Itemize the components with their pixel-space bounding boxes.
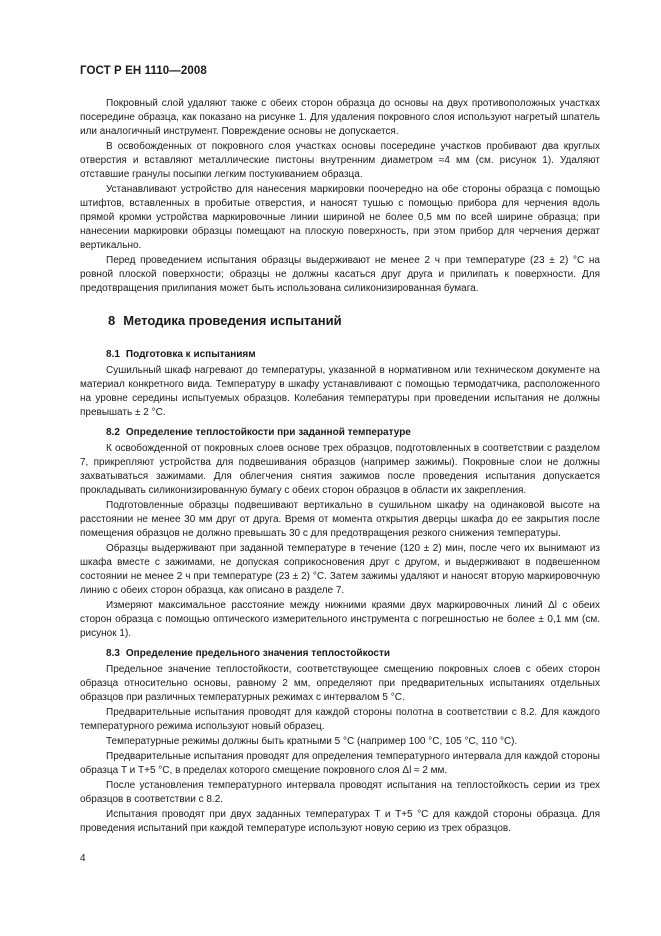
subsection-heading	[106, 426, 600, 440]
subsection-title: Подготовка к испытаниям	[125, 349, 256, 360]
paragraph: Сушильный шкаф нагревают до температуры, указанной в нормативном или техническом документе на материал конкретного вида. Температуру в шкафу устанавливают с помощью термодатчика, расположенного на уровне середины испытуемых образцов. Колебания температуры при проведении испытания не должны превышать ± 2 °С.	[80, 365, 600, 418]
paragraph: Испытания проводят при двух заданных температурах T и T+5 °С для каждой стороны образца. Для проведения испытаний при каждой температуре используют новую серию из трех образцов.	[80, 809, 600, 834]
section-heading	[108, 314, 600, 328]
paragraph: В освобожденных от покровного слоя участках основы посередине участков пробивают два круглых отверстия и вставляют металлические пистоны внутренним диаметром ≈4 мм (см. рисунок 1). Удаляют отставшие гранулы посыпки легким постукиванием образца.	[80, 141, 600, 180]
subsection-number: 8.3	[106, 648, 120, 659]
subsection-heading	[106, 647, 600, 661]
paragraph: Измеряют максимальное расстояние между нижними краями двух маркировочных линий Δl с обеих сторон образца с помощью оптического измерительного инструмента с погрешностью не более ± 0,1 мм (см. рисунок 1).	[80, 600, 600, 639]
subsection-title: Определение предельного значения теплостойкости	[125, 648, 391, 659]
section-title: Методика проведения испытаний	[123, 313, 342, 328]
paragraph: Предварительные испытания проводят для определения температурного интервала для каждой стороны образца T и T+5 °С, в пределах которого смещение покровного слоя Δl ≈ 2 мм.	[80, 751, 600, 776]
paragraph: Предварительные испытания проводят для каждой стороны полотна в соответствии с 8.2. Для каждого температурного режима используют новый образец.	[80, 707, 600, 732]
paragraph: После установления температурного интервала проводят испытания на теплостойкость серии из трех образцов в соответствии с 8.2.	[80, 780, 600, 805]
section-number: 8	[108, 313, 116, 328]
paragraph: Устанавливают устройство для нанесения маркировки поочередно на обе стороны образца с помощью штифтов, вставленных в пробитые отверстия, и наносят тушью с помощью прибора для черчения вдоль прямой кромки устройства маркировочные линии шириной не более 0,5 мм по всей ширине образца; при нанесении маркировки образцы помещают на плоскую поверхность, при этом прибор для черчения держат вертикально.	[80, 184, 600, 251]
paragraph: Образцы выдерживают при заданной температуре в течение (120 ± 2) мин, после чего их вынимают из шкафа вместе с зажимами, не допуская соприкосновения друг с другом, и выдерживают в подвешенном состоянии не менее 2 ч при температуре (23 ± 2) °С. Затем зажимы удаляют и наносят вторую маркировочную линию с обеих сторон образца, как описано в разделе 7.	[80, 543, 600, 596]
paragraph: Перед проведением испытания образцы выдерживают не менее 2 ч при температуре (23 ± 2) °С на ровной плоской поверхности; образцы не должны касаться друг друга и прилипать к поверхности. Для предотвращения прилипания может быть использована силиконизированная бумага.	[80, 255, 600, 294]
paragraph: К освобожденной от покровных слоев основе трех образцов, подготовленных в соответствии с разделом 7, прикрепляют устройства для подвешивания образцов (например зажимы). Покровные слои не должны захватываться зажимами. Для облегчения снятия зажимов после проведения испытания допускается прокладывать силиконизированную бумагу с обеих сторон образцов в области их закрепления.	[80, 443, 600, 496]
paragraph: Предельное значение теплостойкости, соответствующее смещению покровных слоев с обеих сторон образца относительно основы, равному 2 мм, определяют при предварительных испытаниях отдельных образцов при различных температурных режимах с интервалом 5 °С.	[80, 664, 600, 703]
page-number: 4	[80, 853, 86, 864]
subsection-number: 8.2	[106, 427, 120, 438]
paragraph: Температурные режимы должны быть кратными 5 °С (например 100 °С, 105 °С, 110 °С).	[106, 736, 518, 747]
subsection-heading	[106, 348, 600, 362]
paragraph: Покровный слой удаляют также с обеих сторон образца до основы на двух противоположных участках посередине образца, как показано на рисунке 1. Для удаления покровного слоя используют нагретый шпатель или аналогичный инструмент. Повреждение основы не допускается.	[80, 98, 600, 137]
subsection-title: Определение теплостойкости при заданной температуре	[125, 427, 411, 438]
paragraph: Подготовленные образцы подвешивают вертикально в сушильном шкафу на одинаковой высоте на расстоянии не менее 30 мм друг от друга. Время от момента открытия дверцы шкафа до ее закрытия после помещения образцов не должно превышать 30 с для предотвращения резкого снижения температуры.	[80, 500, 600, 539]
subsection-number: 8.1	[106, 349, 120, 360]
document-header: ГОСТ Р ЕН 1110—2008	[80, 65, 207, 77]
document-body	[80, 97, 600, 837]
